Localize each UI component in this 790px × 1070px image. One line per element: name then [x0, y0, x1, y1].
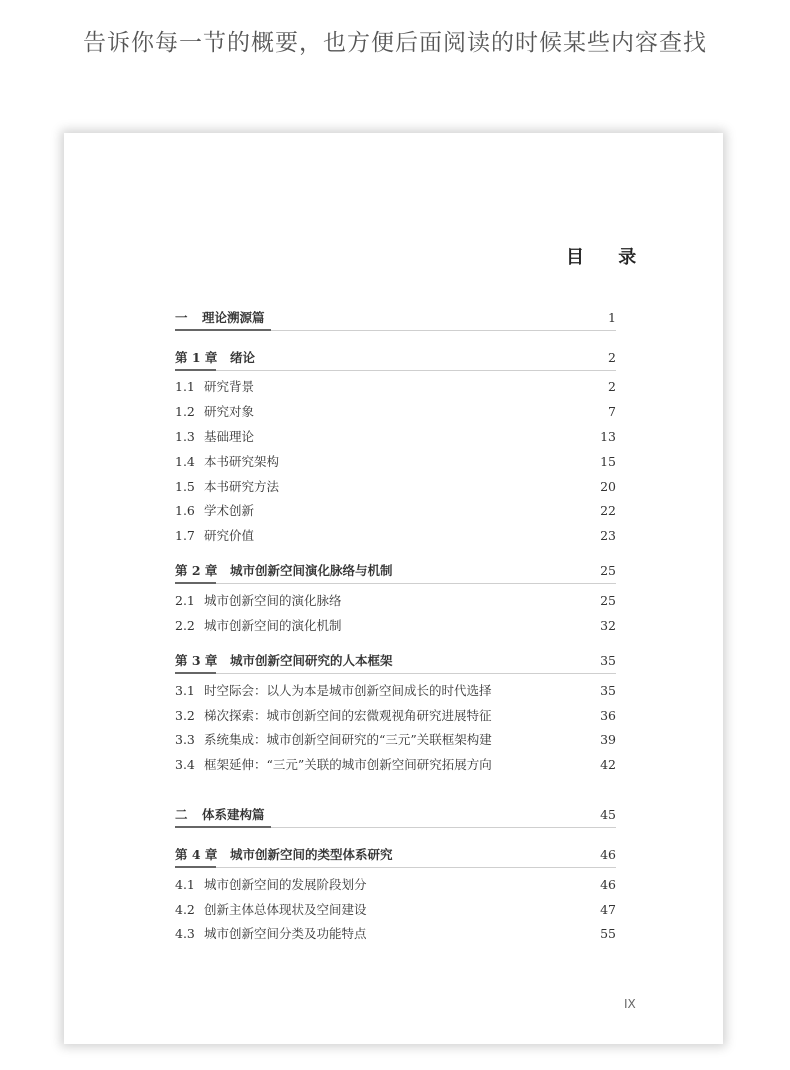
section-number: 1.3: [175, 429, 195, 444]
page-number: 1: [608, 310, 616, 325]
section-number: 3.3: [175, 732, 195, 747]
section-title: 创新主体总体现状及空间建设: [204, 902, 367, 917]
banner-caption: 告诉你每一节的概要，也方便后面阅读的时候某些内容查找: [83, 30, 707, 56]
page-number: 45: [600, 807, 616, 822]
section-title: 城市创新空间分类及功能特点: [204, 926, 367, 941]
page-number: 20: [600, 479, 616, 494]
toc-section[interactable]: [175, 427, 616, 447]
section-number: 4.2: [175, 902, 195, 917]
section-number: 1.4: [175, 454, 195, 469]
chapter-number: 第 4 章: [175, 847, 218, 862]
section-number: 3.1: [175, 683, 195, 698]
chapter-number: 第 1 章: [175, 350, 218, 365]
section-title: 学术创新: [204, 503, 255, 518]
section-number: 1.1: [175, 379, 195, 394]
chapter-divider: [175, 867, 616, 868]
page-number: 35: [600, 683, 616, 698]
section-number: 3.4: [175, 757, 195, 772]
chapter-number: 第 3 章: [175, 653, 218, 668]
page-number: 25: [600, 563, 616, 578]
section-title: 城市创新空间的演化脉络: [204, 593, 342, 608]
toc-chapter[interactable]: [175, 651, 616, 671]
section-title: 本书研究架构: [204, 454, 280, 469]
page-number: 35: [600, 653, 616, 668]
section-title: 本书研究方法: [204, 479, 280, 494]
toc-section[interactable]: [175, 477, 616, 497]
toc-chapter[interactable]: [175, 561, 616, 581]
toc-section[interactable]: [175, 616, 616, 636]
toc-section[interactable]: [175, 730, 616, 750]
page-number: 7: [608, 404, 616, 419]
toc-chapter[interactable]: [175, 845, 616, 865]
section-title: 城市创新空间的发展阶段划分: [204, 877, 367, 892]
part-divider: [175, 330, 616, 331]
section-number: 4.1: [175, 877, 195, 892]
section-number: 1.6: [175, 503, 195, 518]
page-number: 2: [608, 350, 616, 365]
chapter-title: 城市创新空间的类型体系研究: [230, 847, 393, 862]
toc-section[interactable]: [175, 924, 616, 944]
section-number: 3.2: [175, 708, 195, 723]
toc-section[interactable]: [175, 501, 616, 521]
section-number: 2.2: [175, 618, 195, 633]
toc-chapter[interactable]: [175, 348, 616, 368]
section-title: 研究背景: [204, 379, 255, 394]
chapter-divider: [175, 583, 616, 584]
section-number: 1.5: [175, 479, 195, 494]
chapter-title: 绪论: [230, 350, 256, 365]
book-page: [64, 133, 723, 1044]
chapter-divider: [175, 673, 616, 674]
toc-section[interactable]: [175, 452, 616, 472]
page-number: 39: [600, 732, 616, 747]
section-title: 研究对象: [204, 404, 255, 419]
section-number: 1.2: [175, 404, 195, 419]
section-title: 系统集成：城市创新空间研究的“三元”关联框架构建: [204, 732, 492, 747]
section-title: 城市创新空间的演化机制: [204, 618, 342, 633]
page-number: 2: [608, 379, 616, 394]
part-divider: [175, 827, 616, 828]
chapter-number: 第 2 章: [175, 563, 218, 578]
toc-section[interactable]: [175, 402, 616, 422]
toc-section[interactable]: [175, 900, 616, 920]
toc-section[interactable]: [175, 377, 616, 397]
section-title: 基础理论: [204, 429, 255, 444]
section-number: 1.7: [175, 528, 195, 543]
part-title: 体系建构篇: [202, 807, 265, 822]
page-number: 42: [600, 757, 616, 772]
section-title: 框架延伸：“三元”关联的城市创新空间研究拓展方向: [204, 757, 492, 772]
page-number: 15: [600, 454, 616, 469]
toc-part[interactable]: [175, 308, 616, 328]
toc-section[interactable]: [175, 706, 616, 726]
toc-section[interactable]: [175, 875, 616, 895]
part-number: 二: [175, 807, 188, 822]
toc-section[interactable]: [175, 681, 616, 701]
section-title: 研究价值: [204, 528, 255, 543]
page-number: 55: [600, 926, 616, 941]
toc-title: 目 录: [566, 247, 651, 268]
toc-section[interactable]: [175, 591, 616, 611]
page-number: 25: [600, 593, 616, 608]
toc-section[interactable]: [175, 526, 616, 546]
part-title: 理论溯源篇: [202, 310, 265, 325]
toc-part[interactable]: [175, 805, 616, 825]
chapter-title: 城市创新空间演化脉络与机制: [230, 563, 393, 578]
page-number: 13: [600, 429, 616, 444]
page-number: 22: [600, 503, 616, 518]
page-number: 47: [600, 902, 616, 917]
page-number: 36: [600, 708, 616, 723]
page-number: 23: [600, 528, 616, 543]
section-title: 梯次探索：城市创新空间的宏微观视角研究进展特征: [204, 708, 492, 723]
section-title: 时空际会：以人为本是城市创新空间成长的时代选择: [204, 683, 492, 698]
part-number: 一: [175, 310, 188, 325]
toc-section[interactable]: [175, 755, 616, 775]
page-number: 32: [600, 618, 616, 633]
page-folio: IX: [624, 997, 636, 1011]
section-number: 4.3: [175, 926, 195, 941]
chapter-divider: [175, 370, 616, 371]
chapter-title: 城市创新空间研究的人本框架: [230, 653, 393, 668]
page-number: 46: [600, 877, 616, 892]
page-number: 46: [600, 847, 616, 862]
section-number: 2.1: [175, 593, 195, 608]
